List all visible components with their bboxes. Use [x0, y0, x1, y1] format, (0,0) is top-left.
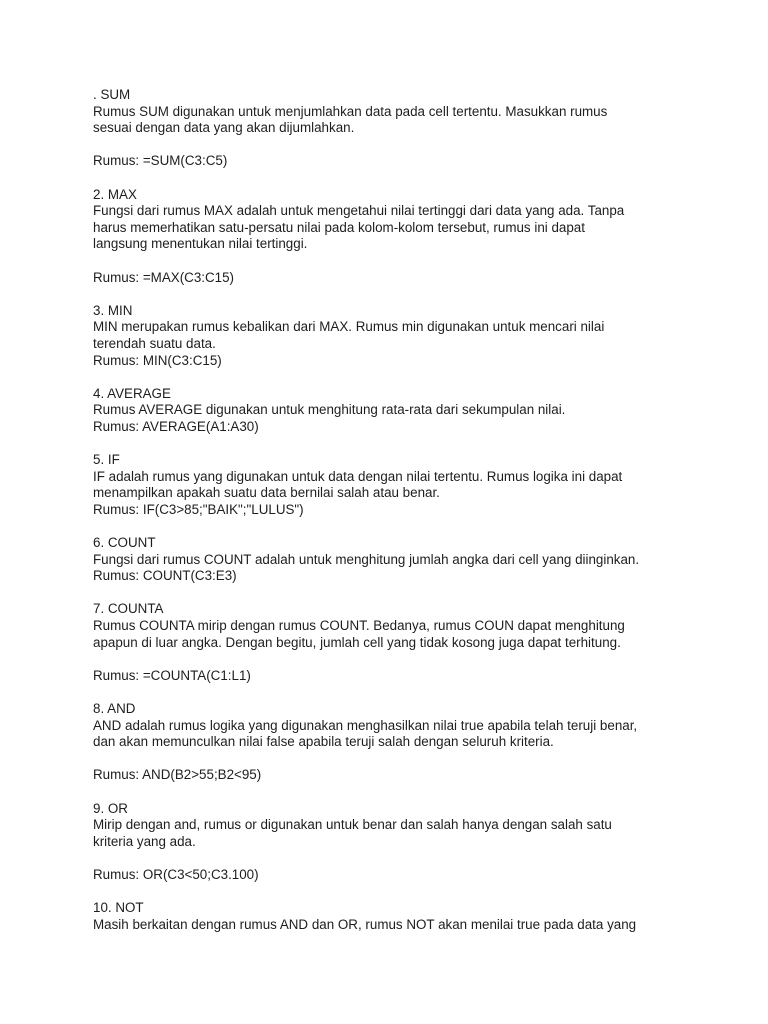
- section-formula: Rumus: IF(C3>85;"BAIK";"LULUS"): [93, 501, 304, 517]
- section-description-line: MIN merupakan rumus kebalikan dari MAX. Rumus min digunakan untuk mencari nilai: [93, 319, 605, 335]
- section-heading: 7. COUNTA: [93, 601, 164, 617]
- section-heading: 10. NOT: [93, 900, 144, 916]
- blank-line: [93, 784, 693, 801]
- blank-line: [93, 137, 693, 154]
- section-heading: 5. IF: [93, 452, 120, 468]
- blank-line: [93, 850, 693, 867]
- section-description-line: langsung menentukan nilai tertinggi.: [93, 236, 308, 252]
- section-description-line: kriteria yang ada.: [93, 833, 196, 849]
- blank-line: [93, 435, 693, 452]
- section-formula: Rumus: MIN(C3:C15): [93, 352, 222, 368]
- section-description-line: harus memerhatikan satu-persatu nilai pada kolom-kolom tersebut, rumus ini dapat: [93, 219, 585, 235]
- document-body: [93, 87, 693, 933]
- blank-line: [93, 253, 693, 270]
- section-counta: [93, 601, 693, 701]
- section-description-line: IF adalah rumus yang digunakan untuk data dengan nilai tertentu. Rumus logika ini dapat: [93, 468, 623, 484]
- section-description-line: Masih berkaitan dengan rumus AND dan OR, rumus NOT akan menilai true pada data yang: [93, 916, 637, 932]
- section-formula: Rumus: =MAX(C3:C15): [93, 269, 235, 285]
- section-heading: 8. AND: [93, 700, 136, 716]
- section-heading: 3. MIN: [93, 302, 133, 318]
- blank-line: [93, 170, 693, 187]
- section-count: [93, 535, 693, 601]
- section-formula: Rumus: =COUNTA(C1:L1): [93, 667, 251, 683]
- section-description-line: Rumus COUNTA mirip dengan rumus COUNT. Bedanya, rumus COUN dapat menghitung: [93, 618, 625, 633]
- section-formula: Rumus: =SUM(C3:C5): [93, 153, 228, 169]
- section-description-line: Fungsi dari rumus COUNT adalah untuk menghitung jumlah angka dari cell yang diinginkan.: [93, 551, 640, 567]
- section-heading: 2. MAX: [93, 186, 137, 202]
- section-max: [93, 187, 693, 303]
- section-description-line: AND adalah rumus logika yang digunakan menghasilkan nilai true apabila telah teruji benar,: [93, 717, 638, 733]
- section-or: [93, 801, 693, 901]
- section-heading: 6. COUNT: [93, 535, 156, 551]
- section-heading: . SUM: [93, 87, 131, 102]
- section-description-line: Rumus AVERAGE digunakan untuk menghitung rata-rata dari sekumpulan nilai.: [93, 402, 566, 418]
- section-heading: 4. AVERAGE: [93, 385, 171, 401]
- section-formula: Rumus: COUNT(C3:E3): [93, 568, 237, 584]
- section-average: [93, 386, 693, 452]
- section-formula: Rumus: AVERAGE(A1:A30): [93, 418, 259, 434]
- section-description-line: Rumus SUM digunakan untuk menjumlahkan data pada cell tertentu. Masukkan rumus: [93, 103, 608, 119]
- blank-line: [93, 286, 693, 303]
- section-formula: Rumus: AND(B2>55;B2<95): [93, 767, 262, 783]
- section-description-line: Fungsi dari rumus MAX adalah untuk mengetahui nilai tertinggi dari data yang ada. Tanpa: [93, 203, 625, 219]
- section-description-line: dan akan memunculkan nilai false apabila teruji salah dengan seluruh kriteria.: [93, 734, 554, 750]
- section-heading: 9. OR: [93, 800, 128, 816]
- section-description-line: menampilkan apakah suatu data bernilai salah atau benar.: [93, 485, 440, 501]
- blank-line: [93, 651, 693, 668]
- section-description-line: sesuai dengan data yang akan dijumlahkan.: [93, 120, 355, 136]
- blank-line: [93, 684, 693, 701]
- section-description-line: terendah suatu data.: [93, 335, 216, 351]
- section-formula: Rumus: OR(C3<50;C3.100): [93, 866, 259, 882]
- section-not: [93, 900, 693, 933]
- section-if: [93, 452, 693, 535]
- blank-line: [93, 518, 693, 535]
- section-sum: [93, 87, 693, 187]
- section-description-line: apapun di luar angka. Dengan begitu, jumlah cell yang tidak kosong juga dapat terhitung.: [93, 634, 621, 650]
- section-and: [93, 701, 693, 801]
- blank-line: [93, 751, 693, 768]
- section-description-line: Mirip dengan and, rumus or digunakan untuk benar dan salah hanya dengan salah satu: [93, 817, 612, 833]
- section-min: [93, 303, 693, 386]
- blank-line: [93, 369, 693, 386]
- blank-line: [93, 585, 693, 602]
- blank-line: [93, 884, 693, 901]
